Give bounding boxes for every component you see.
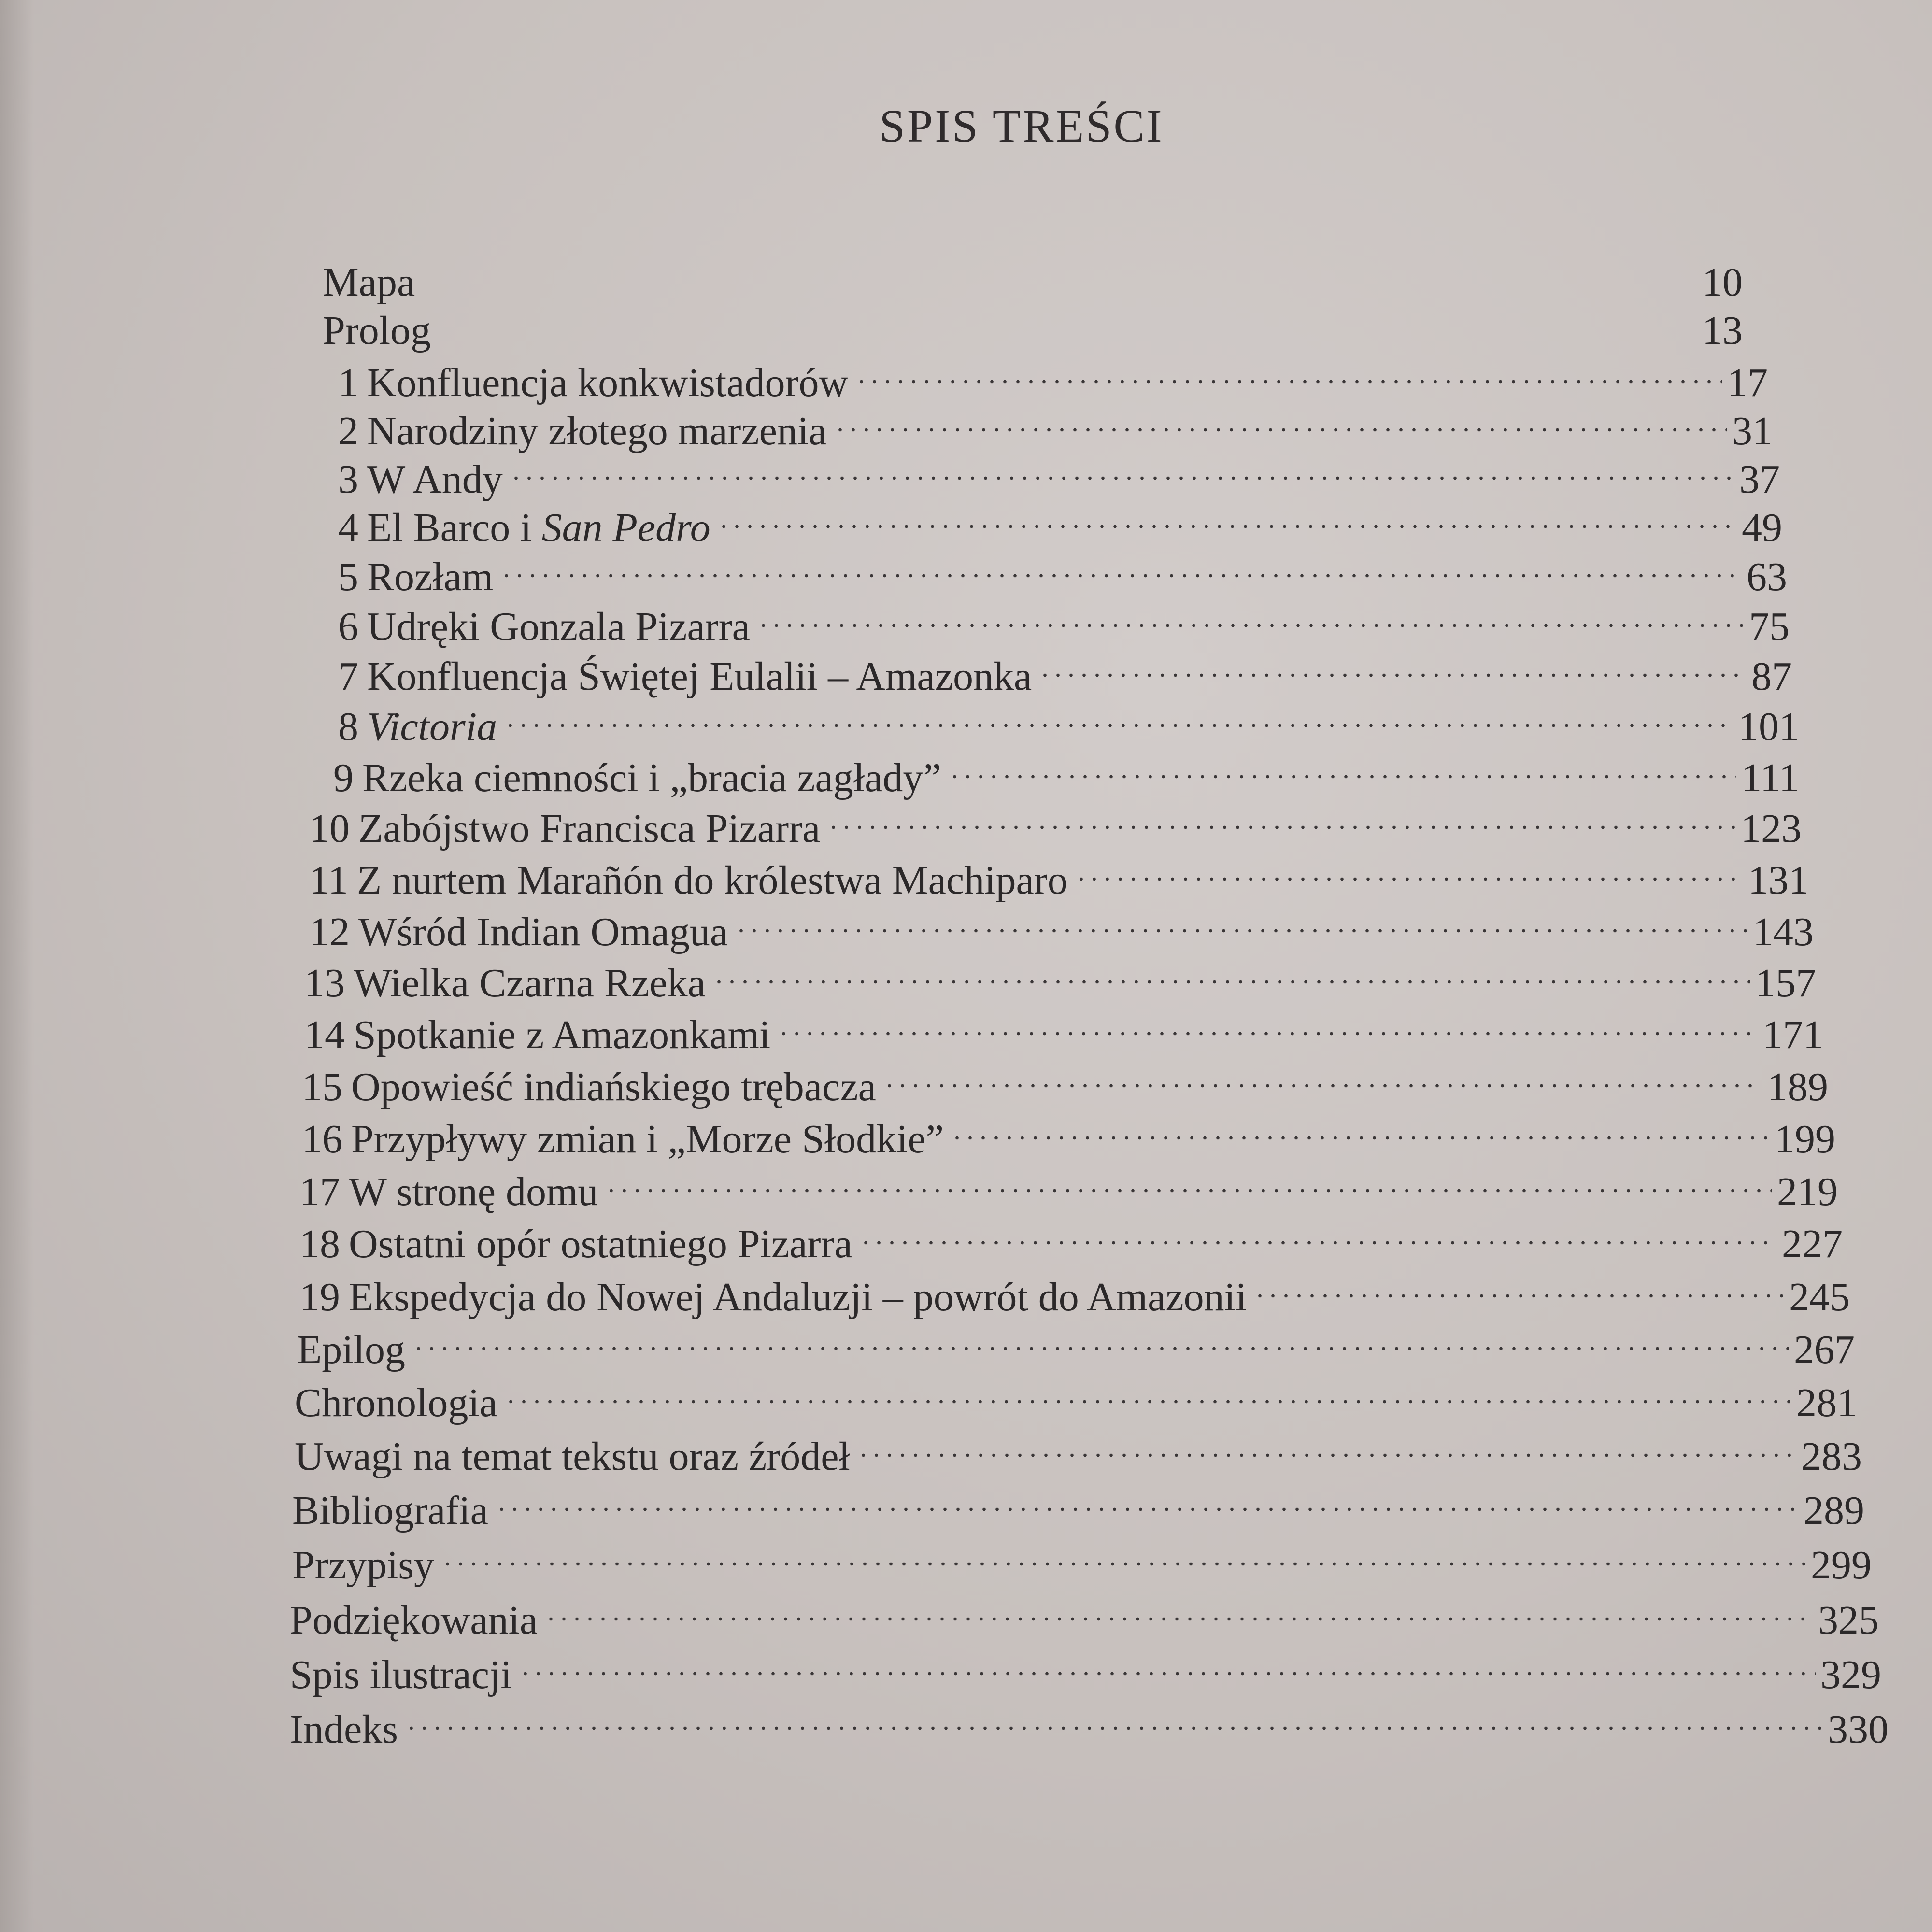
page-number: 189 bbox=[1767, 1065, 1828, 1109]
chapter-title: Podziękowania bbox=[290, 1598, 538, 1643]
chapter-title: Ostatni opór ostatniego Pizarra bbox=[349, 1222, 852, 1266]
toc-entry bbox=[338, 348, 1768, 405]
chapter-title: Chronologia bbox=[295, 1380, 497, 1425]
page-number: 199 bbox=[1775, 1117, 1835, 1162]
toc-entry bbox=[297, 1315, 1855, 1372]
page-number: 13 bbox=[1702, 308, 1743, 353]
dot-leader bbox=[1038, 641, 1747, 690]
chapter-title: Z nurtem Marañón do królestwa Machiparo bbox=[356, 858, 1068, 903]
chapter-title: Bibliografia bbox=[292, 1488, 488, 1533]
page-number: 171 bbox=[1762, 1012, 1823, 1057]
chapter-number: 15 bbox=[302, 1065, 342, 1109]
dot-leader bbox=[500, 542, 1742, 590]
chapter-number: 7 bbox=[338, 654, 358, 699]
chapter-number: 9 bbox=[333, 755, 354, 800]
chapter-title: Prolog bbox=[323, 308, 431, 353]
dot-leader bbox=[504, 692, 1733, 740]
toc-entry bbox=[338, 444, 1780, 502]
page-number: 17 bbox=[1727, 360, 1768, 405]
chapter-title: Spotkanie z Amazonkami bbox=[354, 1012, 771, 1057]
chapter-number: 8 bbox=[338, 704, 358, 749]
chapter-number: 16 bbox=[302, 1117, 342, 1162]
chapter-title: Wśród Indian Omagua bbox=[358, 909, 728, 954]
toc-entry bbox=[304, 1000, 1823, 1057]
toc-entry bbox=[299, 1262, 1850, 1320]
chapter-title: Opowieść indiańskiego trębacza bbox=[351, 1065, 876, 1109]
dot-leader bbox=[605, 1157, 1772, 1205]
page-number: 299 bbox=[1811, 1543, 1872, 1588]
chapter-number: 19 bbox=[299, 1275, 340, 1320]
toc-entry bbox=[302, 1052, 1828, 1109]
page-number: 283 bbox=[1801, 1434, 1862, 1479]
toc-entry bbox=[290, 1585, 1879, 1643]
dot-leader bbox=[777, 1000, 1758, 1048]
dot-leader bbox=[510, 444, 1734, 493]
chapter-number: 17 bbox=[299, 1169, 340, 1214]
page-number: 10 bbox=[1702, 260, 1743, 305]
dot-leader bbox=[855, 348, 1722, 396]
chapter-title: Epilog bbox=[297, 1327, 405, 1372]
toc-entry bbox=[323, 258, 1743, 307]
chapter-title-italic: Victoria bbox=[367, 704, 497, 749]
toc-entry bbox=[338, 396, 1773, 454]
toc-entry bbox=[290, 1640, 1881, 1697]
dot-leader bbox=[1253, 1262, 1784, 1310]
page-number: 123 bbox=[1741, 806, 1802, 851]
chapter-number: 1 bbox=[338, 360, 358, 405]
chapter-title: Rzeka ciemności i „bracia zagłady” bbox=[362, 755, 941, 800]
page-number: 111 bbox=[1741, 755, 1799, 800]
chapter-number: 12 bbox=[309, 909, 350, 954]
chapter-number: 10 bbox=[309, 806, 350, 851]
chapter-title: Przypisy bbox=[292, 1543, 434, 1588]
dot-leader bbox=[495, 1476, 1799, 1524]
dot-leader bbox=[859, 1209, 1777, 1257]
toc-entry bbox=[338, 542, 1787, 599]
chapter-title: El Barco i bbox=[367, 505, 532, 550]
page-number: 101 bbox=[1738, 704, 1799, 749]
toc-entry bbox=[309, 897, 1814, 954]
dot-leader bbox=[405, 1694, 1823, 1743]
chapter-title: Konfluencja konkwistadorów bbox=[367, 360, 849, 405]
toc-entry-title bbox=[290, 1651, 512, 1699]
toc-entry-title bbox=[302, 1115, 944, 1164]
toc-entry bbox=[295, 1421, 1862, 1479]
dot-leader bbox=[1075, 845, 1743, 894]
page-number: 329 bbox=[1820, 1652, 1881, 1697]
toc-entry-title bbox=[295, 1379, 497, 1427]
page-number: 325 bbox=[1818, 1598, 1879, 1643]
toc-entry-title bbox=[323, 258, 415, 307]
chapter-title: W stronę domu bbox=[349, 1169, 598, 1214]
toc-entry-title bbox=[299, 1220, 852, 1268]
toc-entry bbox=[299, 1209, 1843, 1266]
toc-entry bbox=[292, 1476, 1864, 1533]
dot-leader bbox=[757, 592, 1744, 640]
toc-entry bbox=[338, 592, 1790, 649]
page-number: 219 bbox=[1777, 1169, 1838, 1214]
chapter-title: W Andy bbox=[367, 457, 503, 502]
dot-leader bbox=[504, 1368, 1791, 1416]
chapter-title: Rozłam bbox=[367, 554, 494, 599]
toc-entry-title bbox=[290, 1705, 398, 1754]
chapter-title: Spis ilustracji bbox=[290, 1652, 512, 1697]
dot-leader bbox=[735, 897, 1748, 945]
page-number: 63 bbox=[1747, 554, 1787, 599]
chapter-number: 11 bbox=[309, 858, 348, 903]
dot-leader bbox=[412, 1315, 1789, 1363]
toc-entry-title bbox=[290, 1596, 538, 1645]
toc-entry bbox=[309, 794, 1802, 851]
dot-leader bbox=[834, 396, 1727, 444]
toc-entry bbox=[333, 743, 1799, 800]
page-number: 49 bbox=[1742, 505, 1782, 550]
chapter-title: Uwagi na temat tekstu oraz źródeł bbox=[295, 1434, 850, 1479]
toc-entry-title bbox=[292, 1541, 434, 1590]
page-number: 143 bbox=[1753, 909, 1814, 954]
toc-entry-title bbox=[299, 1273, 1247, 1321]
page-number: 75 bbox=[1749, 604, 1790, 649]
page-number: 289 bbox=[1804, 1488, 1864, 1533]
page-number: 245 bbox=[1789, 1275, 1850, 1320]
toc-entry bbox=[299, 1157, 1838, 1214]
page-number: 131 bbox=[1748, 858, 1809, 903]
toc-entry bbox=[292, 1530, 1872, 1588]
chapter-number: 5 bbox=[338, 554, 358, 599]
page-number: 87 bbox=[1751, 654, 1792, 699]
toc-entry-title bbox=[292, 1487, 488, 1535]
chapter-number: 18 bbox=[299, 1222, 340, 1266]
page-number: 31 bbox=[1732, 409, 1773, 454]
dot-leader bbox=[717, 493, 1737, 541]
page-number: 227 bbox=[1782, 1222, 1843, 1266]
chapter-title: Udręki Gonzala Pizarra bbox=[367, 604, 750, 649]
chapter-title: Wielka Czarna Rzeka bbox=[354, 961, 706, 1006]
dot-leader bbox=[951, 1104, 1770, 1152]
dot-leader bbox=[827, 794, 1736, 842]
chapter-number: 4 bbox=[338, 505, 358, 550]
dot-leader bbox=[544, 1585, 1813, 1634]
chapter-title-italic: San Pedro bbox=[541, 505, 710, 550]
toc-entry bbox=[290, 1694, 1889, 1752]
dot-leader bbox=[519, 1640, 1816, 1688]
toc-entry bbox=[338, 493, 1782, 550]
page-number: 37 bbox=[1739, 457, 1780, 502]
chapter-title: Mapa bbox=[323, 260, 415, 305]
page-title: SPIS TREŚCI bbox=[879, 100, 1164, 152]
chapter-title: Narodziny złotego marzenia bbox=[367, 409, 827, 454]
dot-leader bbox=[948, 743, 1737, 791]
chapter-title: Konfluencja Świętej Eulalii – Amazonka bbox=[367, 654, 1032, 699]
toc-entry-title bbox=[297, 1326, 405, 1374]
chapter-title: Indeks bbox=[290, 1707, 398, 1752]
toc-entry bbox=[338, 641, 1792, 699]
dot-leader bbox=[712, 948, 1750, 996]
chapter-number: 6 bbox=[338, 604, 358, 649]
page-number: 330 bbox=[1828, 1707, 1889, 1752]
chapter-number: 2 bbox=[338, 409, 358, 454]
toc-entry-title bbox=[295, 1433, 850, 1481]
chapter-number: 14 bbox=[304, 1012, 345, 1057]
page-number: 267 bbox=[1794, 1327, 1855, 1372]
toc-entry bbox=[295, 1368, 1857, 1425]
toc-entry bbox=[338, 692, 1799, 749]
chapter-number: 3 bbox=[338, 457, 358, 502]
chapter-title: Przypływy zmian i „Morze Słodkie” bbox=[351, 1117, 944, 1162]
page-number: 157 bbox=[1755, 961, 1816, 1006]
toc-entry bbox=[309, 845, 1809, 903]
chapter-number: 13 bbox=[304, 961, 345, 1006]
dot-leader bbox=[883, 1052, 1762, 1100]
chapter-title: Ekspedycja do Nowej Andaluzji – powrót do Amazonii bbox=[349, 1275, 1247, 1320]
toc-entry bbox=[304, 948, 1816, 1006]
chapter-title: Zabójstwo Francisca Pizarra bbox=[358, 806, 821, 851]
page-number: 281 bbox=[1796, 1380, 1857, 1425]
toc-entry bbox=[302, 1104, 1835, 1162]
dot-leader bbox=[441, 1530, 1806, 1578]
dot-leader bbox=[857, 1421, 1796, 1470]
